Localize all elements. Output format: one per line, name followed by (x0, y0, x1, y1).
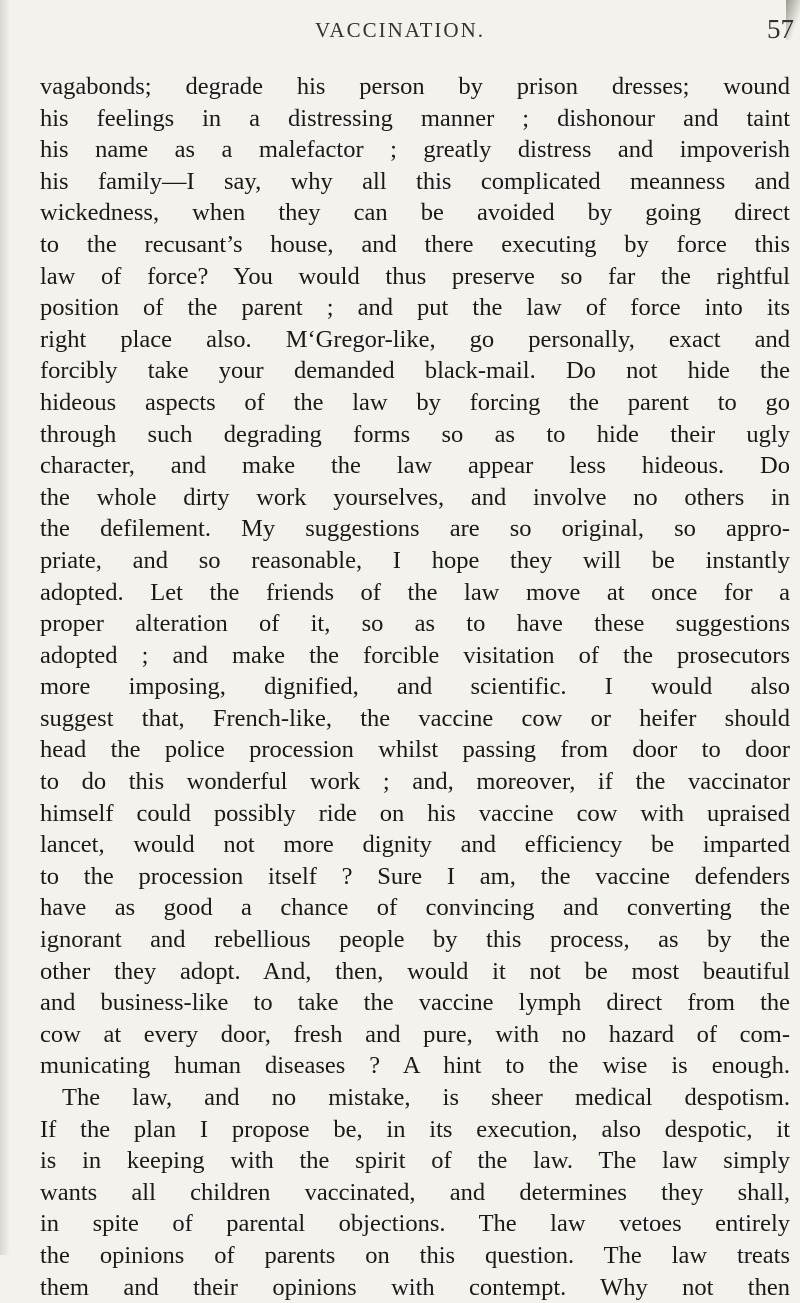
text-line: right place also. M‘Gregor-like, go personally, exact and (40, 325, 790, 353)
text-line: is in keeping with the spirit of the law. The law simply (40, 1147, 790, 1175)
text-line: cow at every door, fresh and pure, with no hazard of com- (40, 1020, 790, 1048)
text-line: through such degrading forms so as to hide their ugly (40, 420, 790, 448)
text-line: have as good a chance of convincing and converting the (40, 894, 790, 922)
text-line: adopted. Let the friends of the law move at once for a (40, 578, 790, 606)
running-head (40, 14, 800, 52)
body-text (40, 71, 790, 1303)
text-line: his name as a malefactor ; greatly distress and impoverish (40, 136, 790, 164)
text-line: wants all children vaccinated, and determines they shall, (40, 1178, 790, 1206)
text-line: suggest that, French-like, the vaccine cow or heifer should (40, 704, 790, 732)
text-line: to do this wonderful work ; and, moreover, if the vaccinator (40, 768, 790, 796)
text-line: more imposing, dignified, and scientific. I would also (40, 673, 790, 701)
text-line: his family—I say, why all this complicated meanness and (40, 167, 790, 195)
text-line: the whole dirty work yourselves, and involve no others in (40, 483, 790, 511)
text-line: adopted ; and make the forcible visitation of the prosecutors (40, 641, 790, 669)
text-line: wickedness, when they can be avoided by going direct (40, 199, 790, 227)
text-line: law of force? You would thus preserve so far the rightful (40, 262, 790, 290)
page-number: 57 (767, 14, 794, 44)
text-line: and business-like to take the vaccine lymph direct from the (40, 989, 790, 1017)
text-line: other they adopt. And, then, would it not be most beautiful (40, 957, 790, 985)
text-line: lancet, would not more dignity and efficiency be imparted (40, 831, 790, 859)
text-line: his feelings in a distressing manner ; dishonour and taint (40, 104, 790, 132)
text-line: head the police procession whilst passing from door to door (40, 736, 790, 764)
text-line: priate, and so reasonable, I hope they will be instantly (40, 546, 790, 574)
text-line: hideous aspects of the law by forcing the parent to go (40, 388, 790, 416)
text-line: proper alteration of it, so as to have these suggestions (40, 610, 790, 638)
page-gutter-shadow (0, 0, 10, 1255)
text-line: character, and make the law appear less hideous. Do (40, 452, 790, 480)
text-line: The law, and no mistake, is sheer medical despotism. (62, 1084, 790, 1111)
text-line: If the plan I propose be, in its execution, also despotic, it (40, 1115, 790, 1143)
text-line: them and their opinions with contempt. Why not then (40, 1273, 790, 1301)
text-line: vagabonds; degrade his person by prison dresses; wound (40, 73, 790, 100)
running-title: VACCINATION. (314, 18, 486, 42)
text-line: the defilement. My suggestions are so original, so appro- (40, 515, 790, 543)
text-line: in spite of parental objections. The law vetoes entirely (40, 1210, 790, 1238)
text-line: to the procession itself ? Sure I am, the vaccine defenders (40, 862, 790, 890)
text-line: himself could possibly ride on his vaccine cow with upraised (40, 799, 790, 827)
text-line: to the recusant’s house, and there executing by force this (40, 230, 790, 258)
text-line: ignorant and rebellious people by this process, as by the (40, 926, 790, 954)
text-line: the opinions of parents on this question. The law treats (40, 1241, 790, 1269)
text-line: municating human diseases ? A hint to the wise is enough. (40, 1052, 790, 1080)
text-line: forcibly take your demanded black-mail. Do not hide the (40, 357, 790, 385)
text-line: position of the parent ; and put the law of force into its (40, 294, 790, 322)
